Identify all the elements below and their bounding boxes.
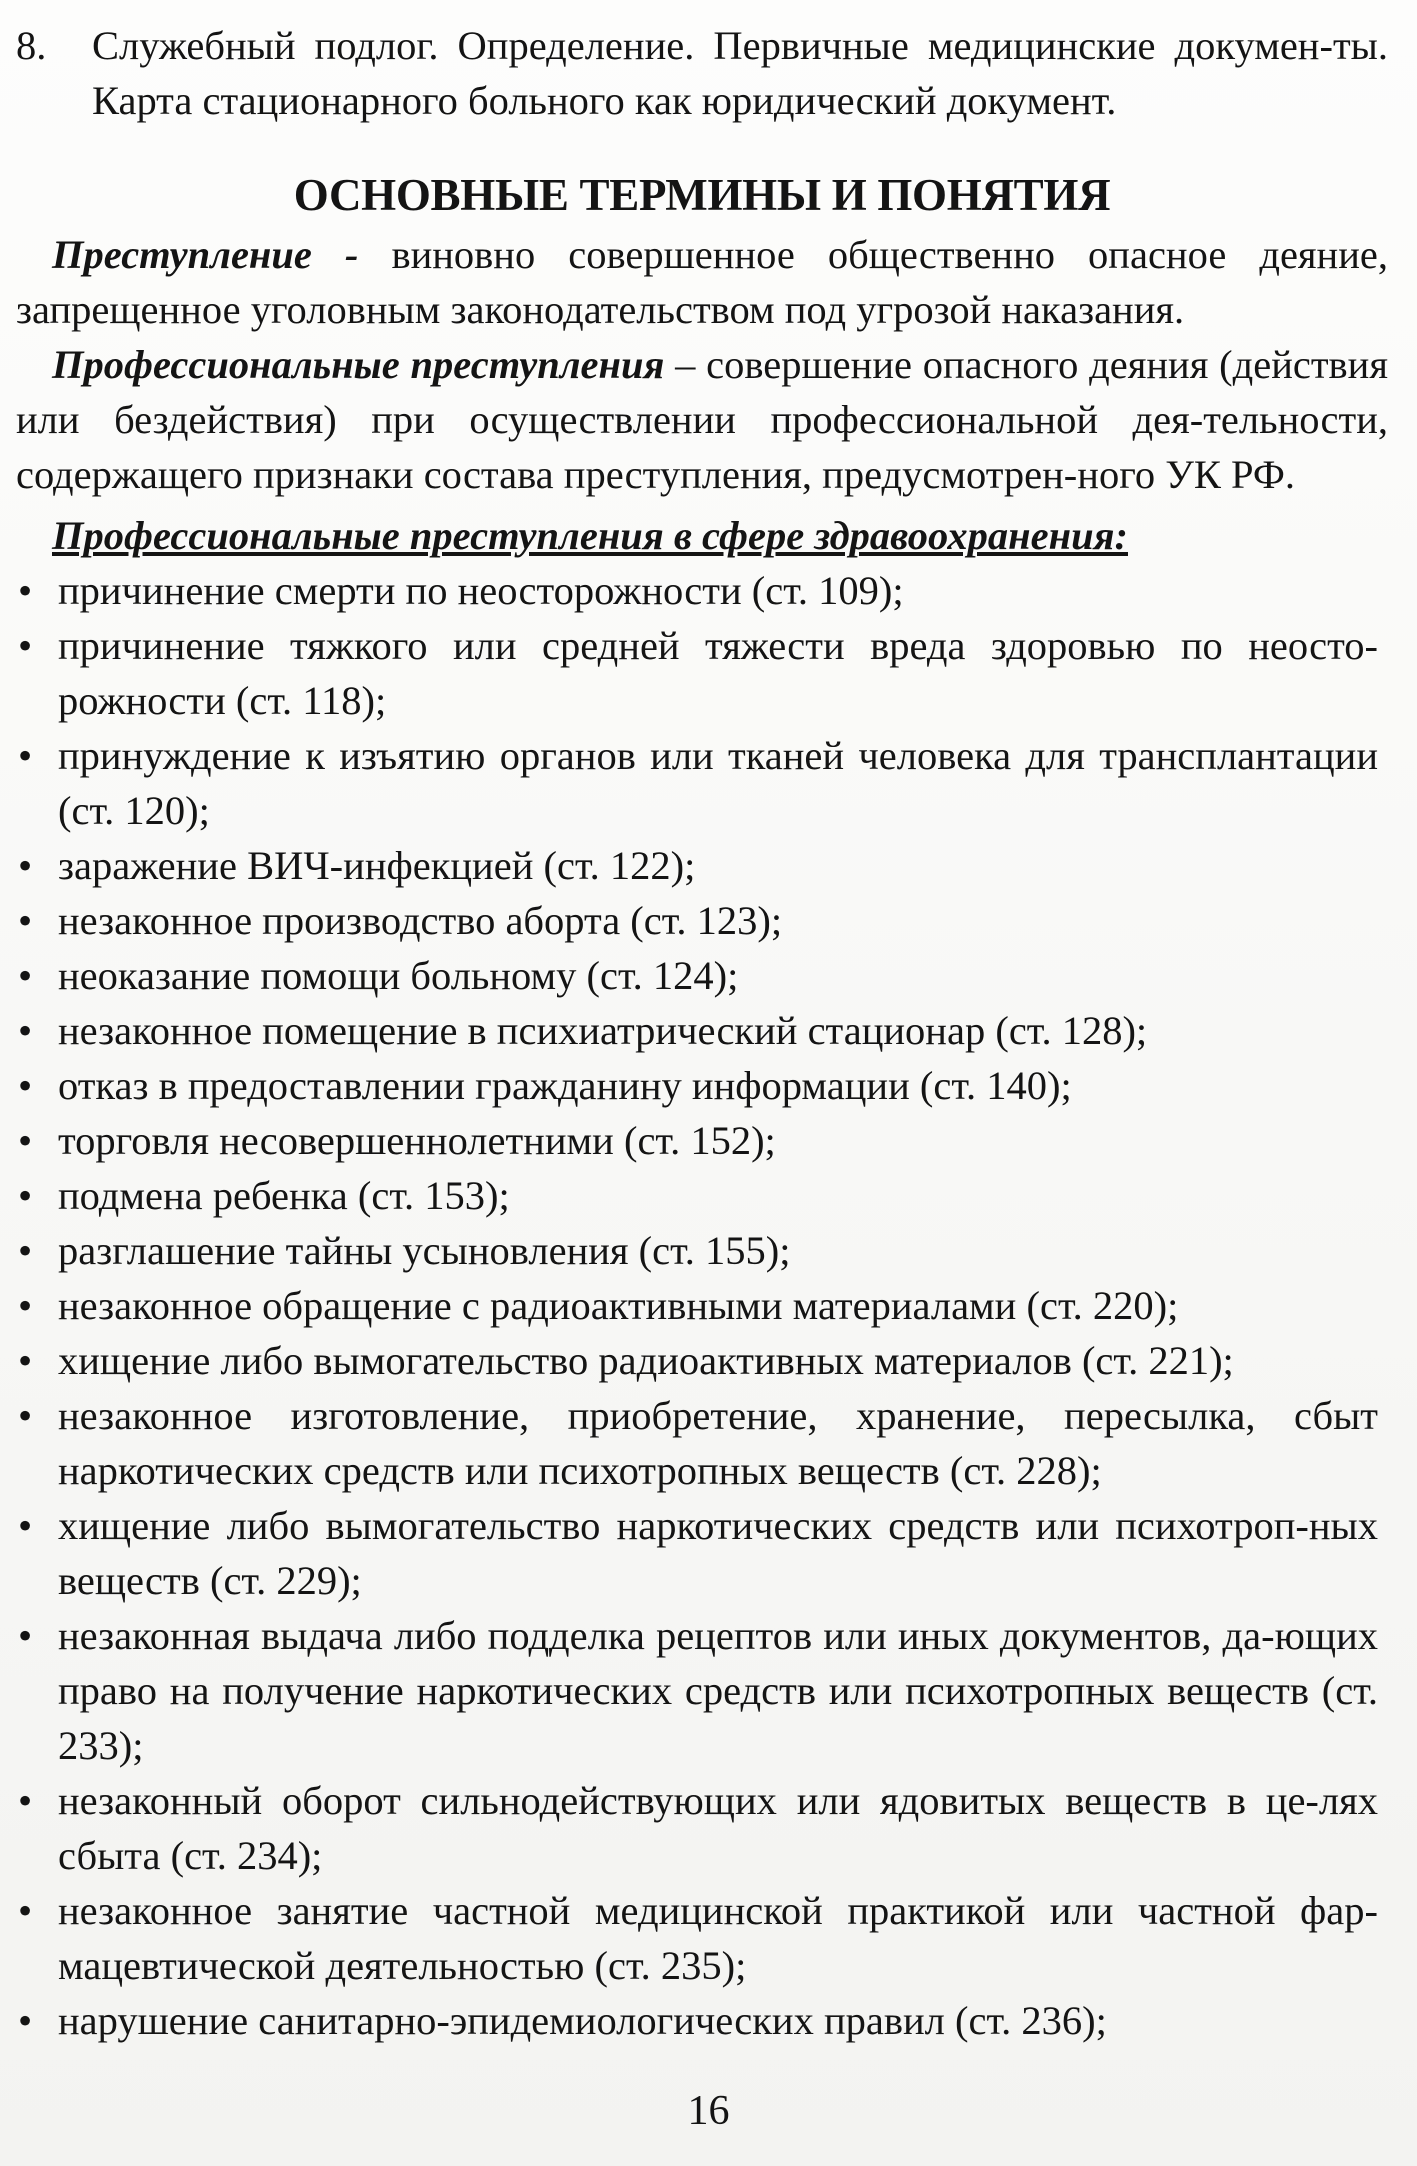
list-item [16,618,1388,728]
list-item-text: причинение тяжкого или средней тяжести вреда здоровью по неосто-рожности (ст. 118); [58,623,1378,723]
numbered-item [16,18,1388,128]
list-item-text: причинение смерти по неосторожности (ст. 109); [58,568,904,613]
definition-text: виновно совершенное общественно опасное деяние, запрещенное уголовным законодательством под угрозой наказания. [16,232,1389,332]
list-item [16,1168,1388,1223]
bullet-icon: • [18,1118,33,1163]
list-item [16,1003,1388,1058]
item-number: 8. [16,23,47,68]
definition-crime [16,227,1388,337]
list-item-text: отказ в предоставлении гражданину информации (ст. 140); [58,1063,1072,1108]
list-item [16,1333,1388,1388]
list-item [16,1498,1388,1608]
list-item [16,948,1388,1003]
list-item-text: принуждение к изъятию органов или тканей человека для трансплантации (ст. 120); [58,733,1378,833]
list-item-text: хищение либо вымогательство радиоактивных материалов (ст. 221); [58,1338,1234,1383]
definition-term: Преступление - [52,232,359,277]
bullet-icon: • [18,568,33,613]
bullet-icon: • [18,1888,33,1933]
list-item [16,838,1388,893]
list-item-text: незаконное производство аборта (ст. 123); [58,898,783,943]
list-item [16,1773,1388,1883]
definition-professional-crimes [16,337,1388,502]
list-item-text: подмена ребенка (ст. 153); [58,1173,510,1218]
bullet-icon: • [18,953,33,998]
bullet-icon: • [18,1778,33,1823]
bullet-icon: • [18,1998,33,2043]
bullet-icon: • [18,1228,33,1273]
list-item [16,1883,1388,1993]
list-item-text: заражение ВИЧ-инфекцией (ст. 122); [58,843,696,888]
list-item [16,893,1388,948]
list-item-text: незаконное помещение в психиатрический стационар (ст. 128); [58,1008,1148,1053]
list-item [16,563,1388,618]
list-item-text: неоказание помощи больному (ст. 124); [58,953,739,998]
bullet-icon: • [18,1393,33,1438]
bullet-icon: • [18,623,33,668]
bullet-icon: • [18,1503,33,1548]
list-item-text: нарушение санитарно-эпидемиологических правил (ст. 236); [58,1998,1107,2043]
list-item [16,1058,1388,1113]
bullet-icon: • [18,1008,33,1053]
list-item-text: незаконное обращение с радиоактивными материалами (ст. 220); [58,1283,1179,1328]
bullet-icon: • [18,898,33,943]
item-text: Служебный подлог. Определение. Первичные медицинские докумен-ты. Карта стационарного больного как юридический документ. [92,23,1388,123]
definition-text: – совершение опасного деяния (действия или бездействия) при осуществлении профессиональной дея-тельности, содержащего признаки состава преступления, предусмотрен-ного УК РФ. [16,342,1388,497]
list-item-text: незаконный оборот сильнодействующих или ядовитых веществ в це-лях сбыта (ст. 234); [58,1778,1378,1878]
crimes-heading: Профессиональные преступления в сфере здравоохранения: [52,513,1128,558]
bullet-icon: • [18,1063,33,1108]
list-item [16,1278,1388,1333]
list-item [16,1388,1388,1498]
bullet-icon: • [18,1283,33,1328]
list-item [16,1993,1388,2048]
list-item [16,1113,1388,1168]
page-number: 16 [687,2088,730,2134]
bullet-icon: • [18,1613,33,1658]
bullet-icon: • [18,843,33,888]
list-item-text: разглашение тайны усыновления (ст. 155); [58,1228,791,1273]
list-item [16,728,1388,838]
list-item-text: торговля несовершеннолетними (ст. 152); [58,1118,776,1163]
list-item [16,1608,1388,1773]
definition-term: Профессиональные преступления [52,342,665,387]
list-item-text: хищение либо вымогательство наркотических средств или психотроп-ных веществ (ст. 229); [58,1503,1378,1603]
list-item-text: незаконная выдача либо подделка рецептов или иных документов, да-ющих право на получение наркотических средств или психотропных веществ (ст. 233); [58,1613,1378,1768]
section-heading: ОСНОВНЫЕ ТЕРМИНЫ И ПОНЯТИЯ [293,170,1111,220]
bullet-icon: • [18,733,33,778]
list-item-text: незаконное изготовление, приобретение, хранение, пересылка, сбыт наркотических средств или психотропных веществ (ст. 228); [58,1393,1378,1493]
list-item-text: незаконное занятие частной медицинской практикой или частной фар-мацевтической деятельностью (ст. 235); [58,1888,1378,1988]
page-content [16,18,1388,2048]
bullet-icon: • [18,1173,33,1218]
bullet-icon: • [18,1338,33,1383]
crimes-list [16,563,1388,2048]
list-item [16,1223,1388,1278]
